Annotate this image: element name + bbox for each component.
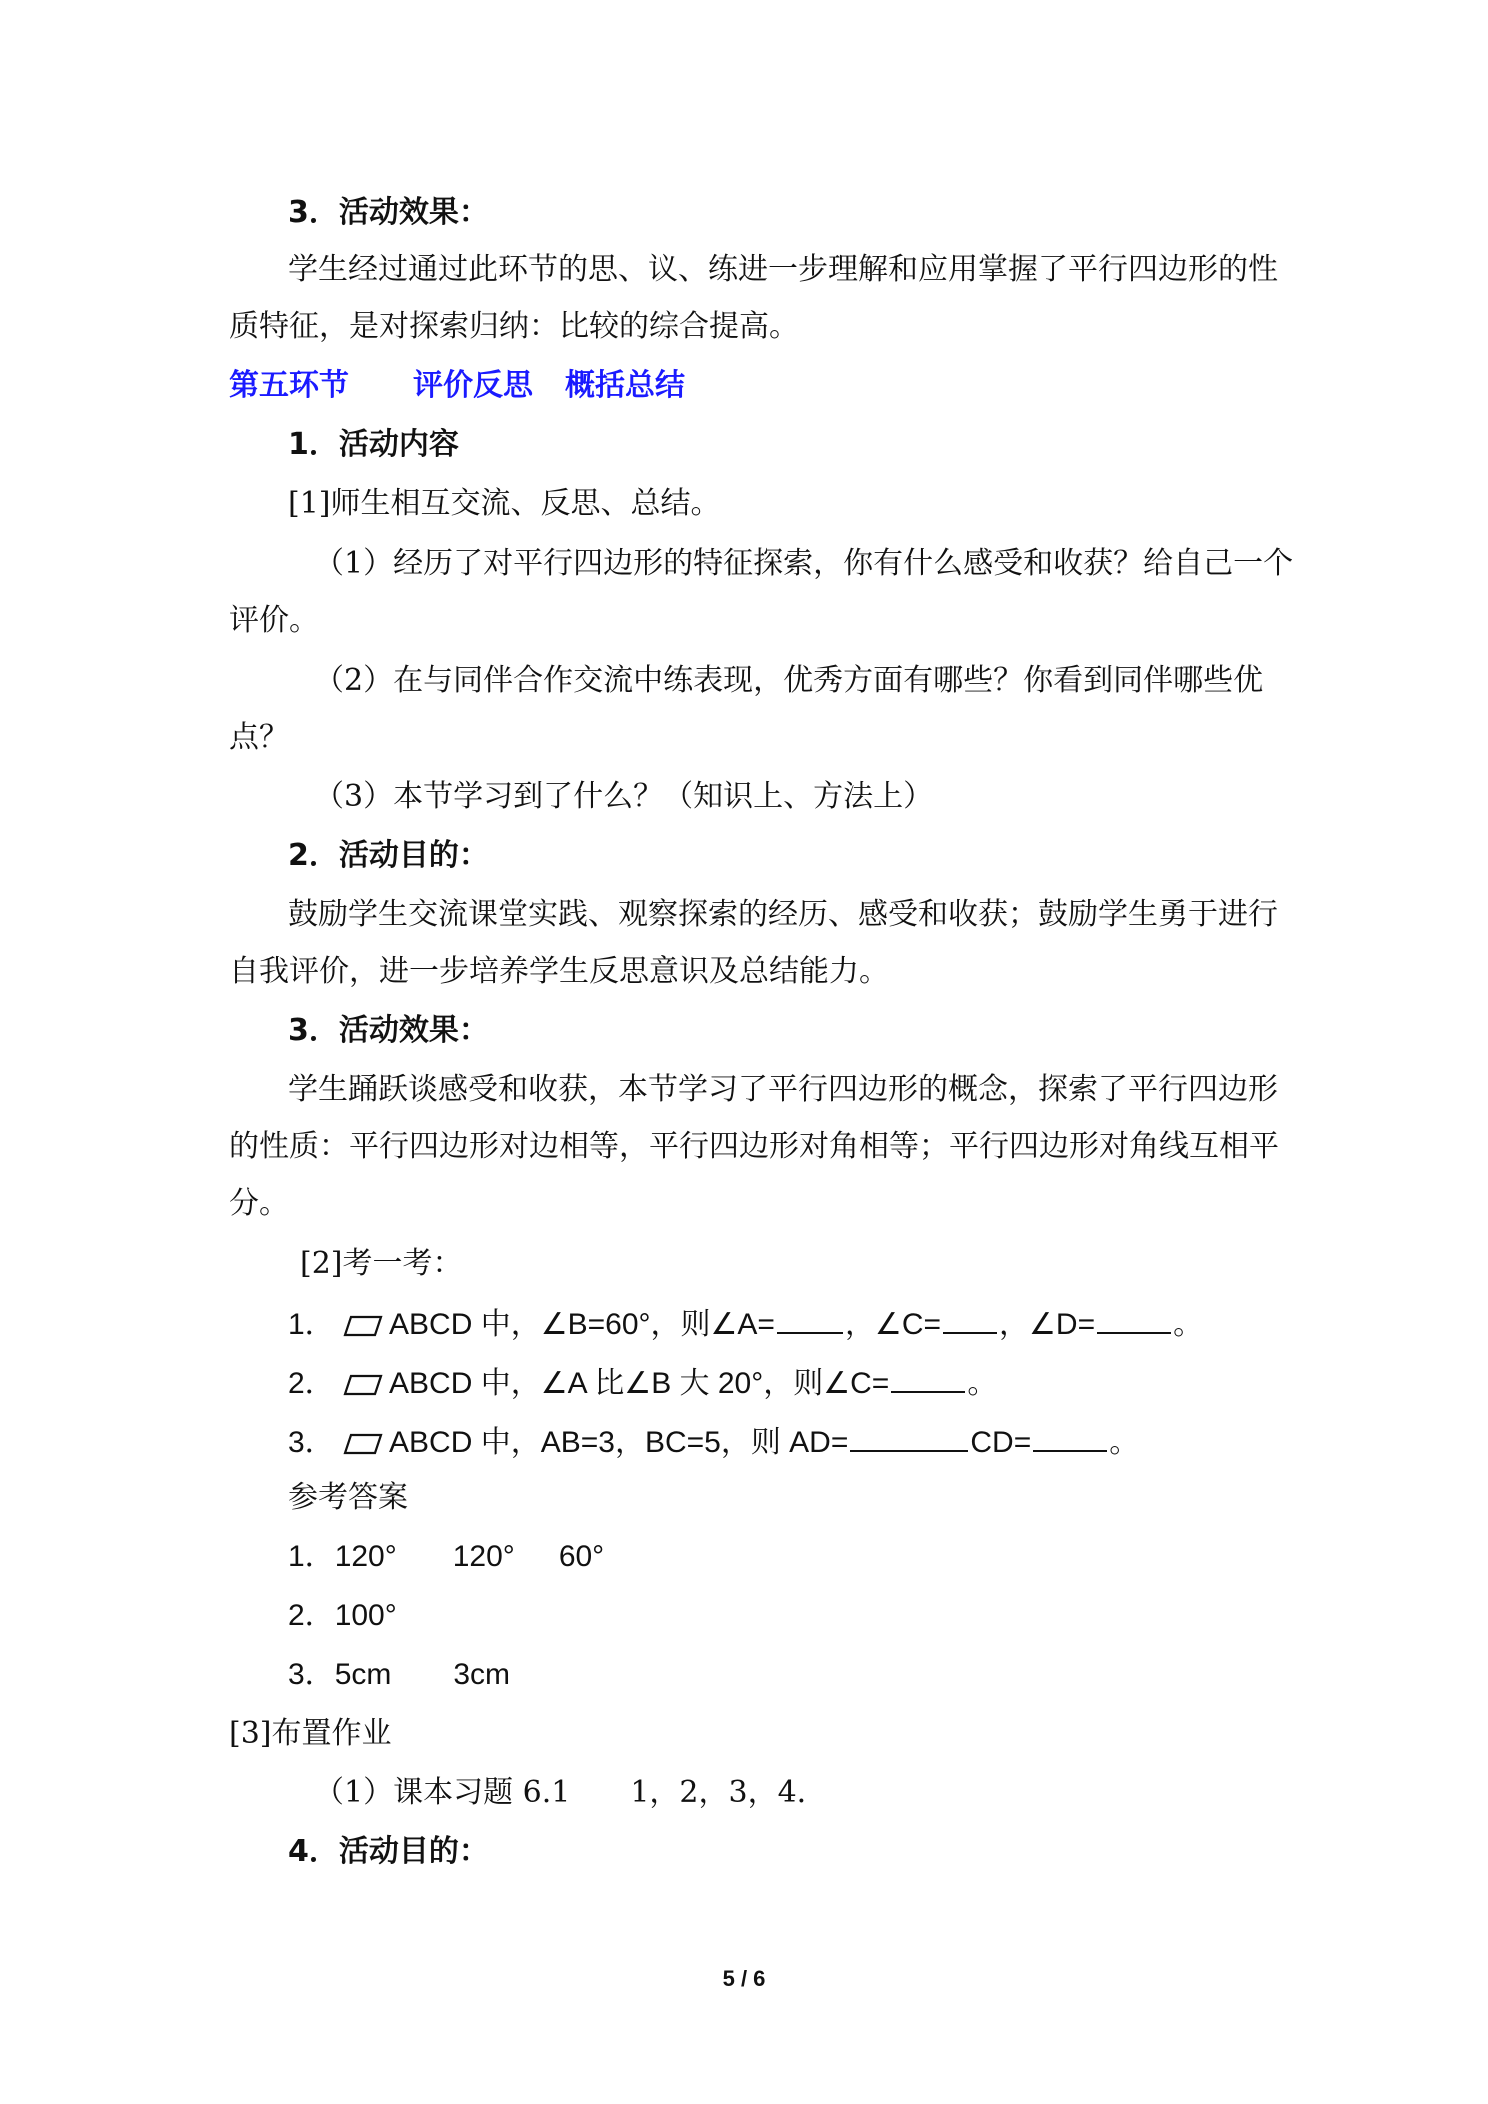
question-line	[0, 544, 1488, 584]
exercise-number: 2．	[288, 1367, 335, 1400]
exercise-text: ，∠D=	[999, 1308, 1096, 1341]
homework-heading	[0, 1714, 1488, 1754]
answer-value: 5cm	[334, 1658, 392, 1691]
answer-blank	[891, 1361, 965, 1393]
paragraph-text: 分。	[229, 1186, 289, 1221]
paragraph-line	[0, 307, 1488, 347]
homework-item-text: 1，2，3，4．	[630, 1775, 827, 1810]
stage-title	[0, 366, 1488, 406]
answer-blank	[850, 1420, 968, 1452]
paragraph-line	[0, 1127, 1488, 1167]
exercise-text: 。	[1173, 1308, 1204, 1341]
page-number	[0, 1966, 1488, 1992]
content-heading	[0, 425, 1488, 465]
answer-blank	[1097, 1302, 1171, 1334]
exercise-text: ，∠C=	[844, 1308, 942, 1341]
page-number-text: 5 / 6	[722, 1966, 766, 1991]
purpose-heading-text: 2．活动目的：	[288, 838, 489, 873]
answer-heading	[0, 1478, 1488, 1518]
answer-line	[0, 1537, 1488, 1577]
paragraph-text: 的性质：平行四边形对边相等，平行四边形对角相等；平行四边形对角线互相平	[229, 1129, 1279, 1164]
answer-number: 1．	[288, 1540, 335, 1573]
question-text: （2）在与同伴合作交流中练表现，优秀方面有哪些？你看到同伴哪些优	[314, 663, 1264, 698]
paragraph-line	[0, 895, 1488, 935]
homework-heading-text: [3]布置作业	[229, 1716, 392, 1751]
question-text: （3）本节学习到了什么？（知识上、方法上）	[314, 779, 934, 814]
paragraph-text: 鼓励学生交流课堂实践、观察探索的经历、感受和收获；鼓励学生勇于进行	[288, 897, 1278, 932]
exercise-text: 。	[967, 1367, 998, 1400]
answer-number: 2．	[288, 1599, 335, 1632]
homework-item-text: （1）课本习题 6.1	[314, 1775, 571, 1810]
exercise-line	[0, 1361, 1488, 1404]
exercise-line	[0, 1420, 1488, 1463]
exercise-number: 3．	[288, 1426, 335, 1459]
purpose-heading	[0, 1832, 1488, 1872]
answer-line	[0, 1596, 1488, 1636]
stage-title-part: 概括总结	[565, 368, 685, 403]
answer-value: 3cm	[453, 1658, 511, 1691]
paragraph-line	[0, 1184, 1488, 1224]
effect-heading-text: 3．活动效果：	[288, 1013, 489, 1048]
exercise-text: ABCD 中，∠A 比∠B 大 20°，则∠C=	[389, 1367, 890, 1400]
exercise-text: ABCD 中，∠B=60°，则∠A=	[389, 1308, 775, 1341]
answer-blank	[1033, 1420, 1107, 1452]
purpose-heading-text: 4．活动目的：	[288, 1834, 489, 1869]
stage-title-part: 评价反思	[413, 368, 533, 403]
exercise-text: 。	[1109, 1426, 1140, 1459]
question-text: （1）经历了对平行四边形的特征探索，你有什么感受和收获？给自己一个	[314, 546, 1294, 581]
question-line	[0, 661, 1488, 701]
exercise-text: CD=	[970, 1426, 1032, 1459]
purpose-heading	[0, 836, 1488, 876]
answer-value: 60°	[558, 1540, 605, 1573]
paragraph-text: 学生踊跃谈感受和收获，本节学习了平行四边形的概念，探索了平行四边形	[288, 1072, 1278, 1107]
question-text: 评价。	[229, 603, 319, 638]
paragraph-text: 学生经过通过此环节的思、议、练进一步理解和应用掌握了平行四边形的性	[288, 252, 1278, 287]
paragraph-line	[0, 250, 1488, 290]
stage-title-part: 第五环节	[229, 368, 349, 403]
paragraph-line	[0, 1070, 1488, 1110]
list-item-text: [1]师生相互交流、反思、总结。	[288, 486, 721, 521]
paragraph-text: 自我评价，进一步培养学生反思意识及总结能力。	[229, 954, 889, 989]
effect-heading	[0, 193, 1488, 233]
answer-blank	[777, 1302, 843, 1334]
content-heading-text: 1．活动内容	[288, 427, 459, 462]
exercise-text: ABCD 中，AB=3，BC=5，则 AD=	[389, 1426, 849, 1459]
answer-line	[0, 1655, 1488, 1695]
list-item	[0, 484, 1488, 524]
exercise-line	[0, 1302, 1488, 1345]
answer-number: 3．	[288, 1658, 335, 1691]
exercise-number: 1．	[288, 1308, 335, 1341]
question-line	[0, 777, 1488, 817]
effect-heading	[0, 1011, 1488, 1051]
homework-item	[0, 1773, 1488, 1813]
test-heading-text: [2]考一考：	[300, 1246, 463, 1281]
question-line	[0, 718, 1488, 758]
paragraph-text: 质特征，是对探索归纳：比较的综合提高。	[229, 309, 799, 344]
effect-heading-text: 3．活动效果：	[288, 195, 489, 230]
question-line	[0, 601, 1488, 641]
question-text: 点？	[229, 720, 289, 755]
answer-value: 120°	[452, 1540, 515, 1573]
parallelogram-icon	[343, 1433, 383, 1455]
parallelogram-icon	[343, 1315, 383, 1337]
test-heading	[0, 1244, 1488, 1284]
paragraph-line	[0, 952, 1488, 992]
answer-heading-text: 参考答案	[288, 1480, 408, 1515]
parallelogram-icon	[343, 1374, 383, 1396]
answer-blank	[943, 1302, 997, 1334]
answer-value: 100°	[334, 1599, 397, 1632]
answer-value: 120°	[334, 1540, 397, 1573]
